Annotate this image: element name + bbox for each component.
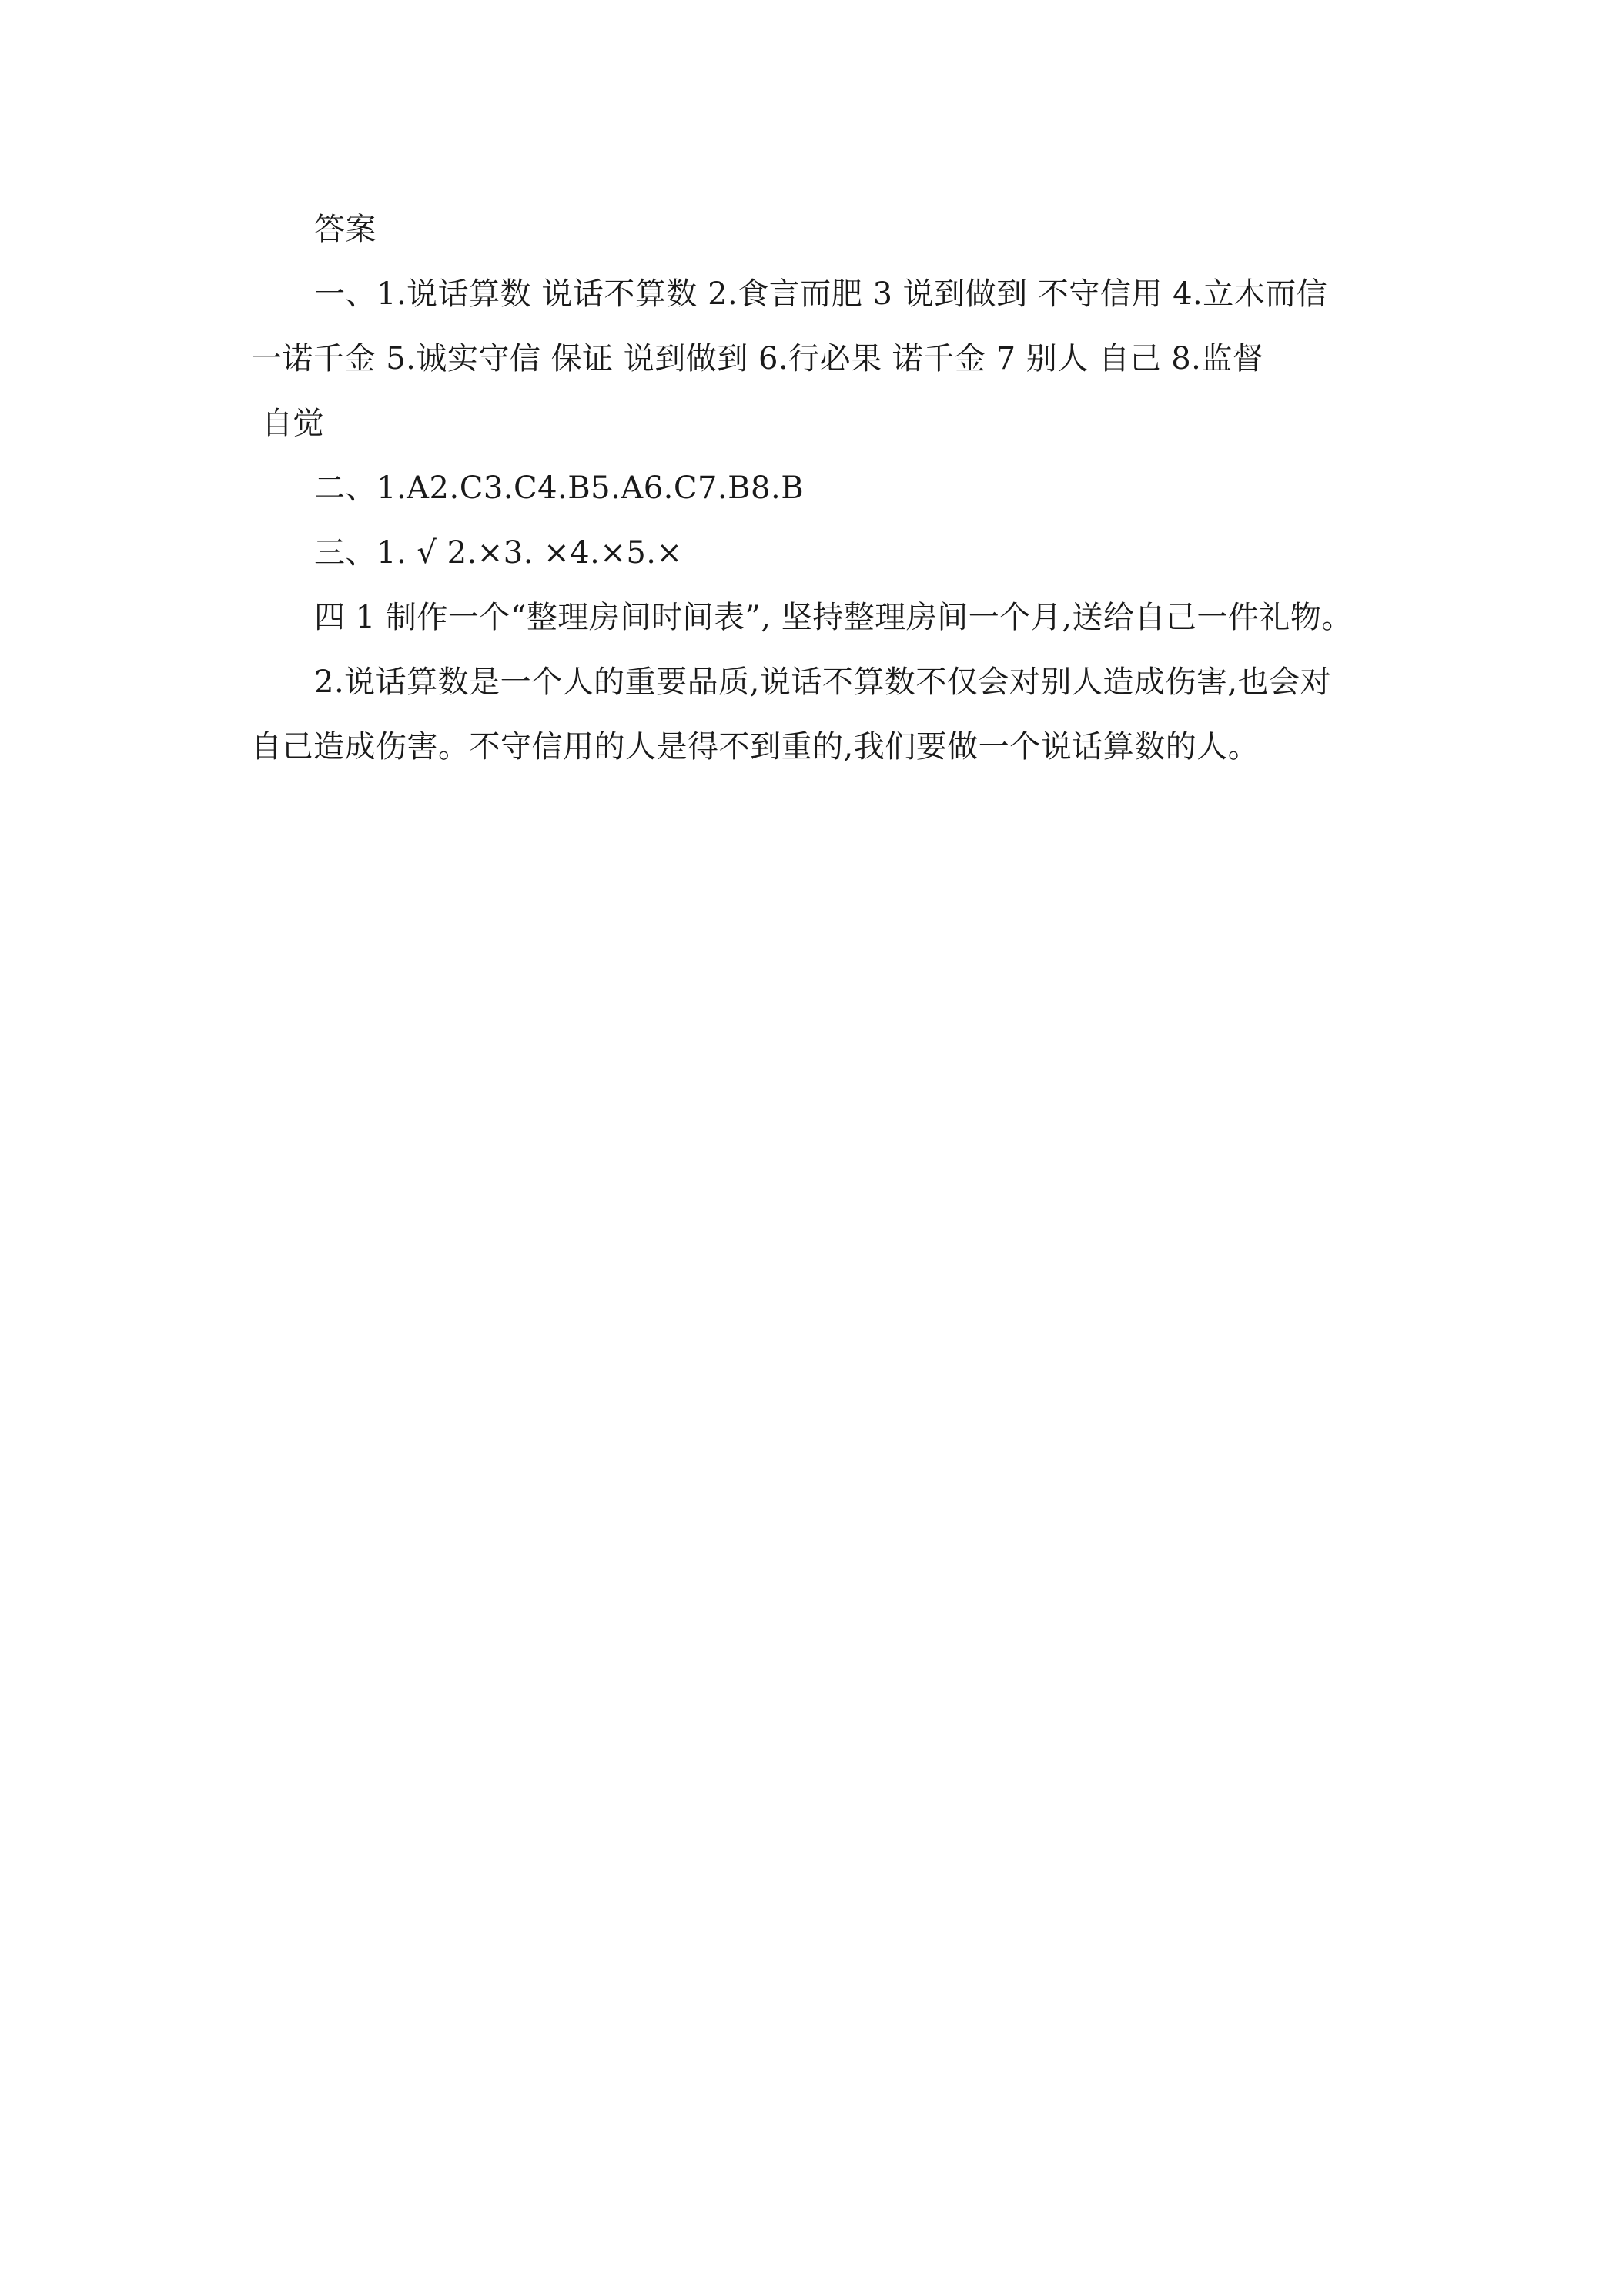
section4-item2-line1: 2.说话算数是一个人的重要品质,说话不算数不仅会对别人造成伤害,也会对 — [314, 664, 1332, 700]
section1-line3: 自觉 — [262, 406, 324, 441]
answer-title: 答案 — [314, 212, 376, 247]
section3-answers: 三、1. √ 2.×3. ×4.×5.× — [314, 535, 683, 571]
section1-line1: 一、1.说话算数 说话不算数 2.食言而肥 3 说到做到 不守信用 4.立木而信 — [314, 276, 1328, 312]
section1-line2: 一诺千金 5.诚实守信 保证 说到做到 6.行必果 诺千金 7 别人 自己 8.监督 — [251, 341, 1264, 377]
section2-answers: 二、1.A2.C3.C4.B5.A6.C7.B8.B — [314, 470, 805, 506]
section4-item2-line2: 自己造成伤害。不守信用的人是得不到重的,我们要做一个说话算数的人。 — [251, 729, 1260, 765]
section4-item1: 四 1 制作一个“整理房间时间表”, 坚持整理房间一个月,送给自己一件礼物。 — [314, 600, 1353, 635]
